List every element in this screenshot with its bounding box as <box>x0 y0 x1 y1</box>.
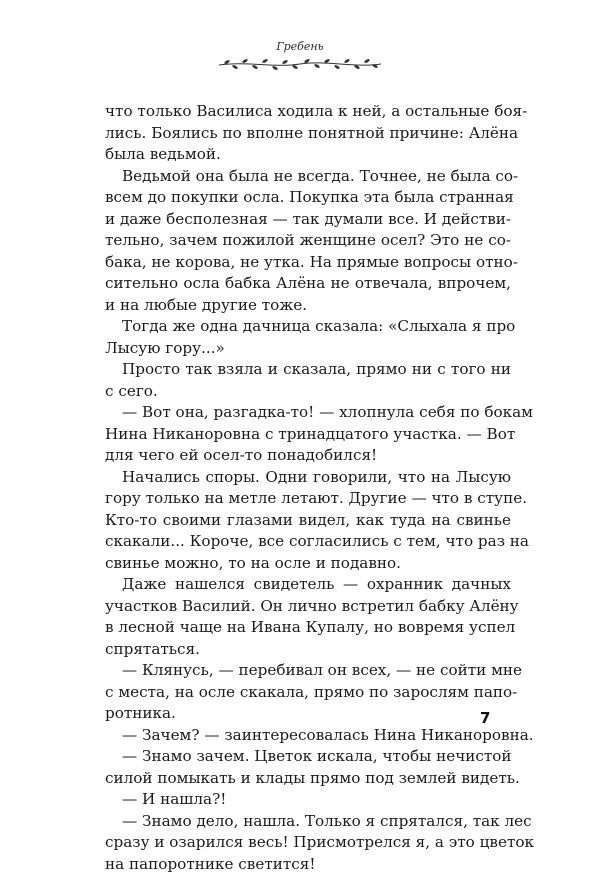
text-line: в лесной чаще на Ивана Купалу, но вовремя успел <box>105 617 511 639</box>
text-line: участков Василий. Он лично встретил бабку Алёну <box>105 596 511 618</box>
text-line: всем до покупки осла. Покупка эта была странная <box>105 187 511 209</box>
text-line: — И нашла?! <box>105 789 511 811</box>
text-line: — Зачем? — заинтересовалась Нина Никаноровна. <box>105 725 511 747</box>
text-line: — Вот она, разгадка-то! — хлопнула себя по бокам <box>105 402 511 424</box>
text-line: — Клянусь, — перебивал он всех, — не сойти мне <box>105 660 511 682</box>
body-text <box>105 101 511 875</box>
text-line: Тогда же одна дачница сказала: «Слыхала я про <box>105 316 511 338</box>
text-line: сительно осла бабка Алёна не отвечала, впрочем, <box>105 273 511 295</box>
text-line: лись. Боялись по вполне понятной причине: Алёна <box>105 123 511 145</box>
text-line: для чего ей осел-то понадобился! <box>105 445 511 467</box>
text-line: Просто так взяла и сказала, прямо ни с того ни <box>105 359 511 381</box>
text-line: силой помыкать и клады прямо под землей видеть. <box>105 768 511 790</box>
text-line: Ведьмой она была не всегда. Точнее, не была со- <box>105 166 511 188</box>
text-line: свинье можно, то на осле и подавно. <box>105 553 511 575</box>
vine-ornament-icon <box>215 56 385 72</box>
text-line: на папоротнике светится! <box>105 854 511 875</box>
text-line: — Знамо дело, нашла. Только я спрятался, так лес <box>105 811 511 833</box>
text-line: была ведьмой. <box>105 144 511 166</box>
running-head-title: Гребень <box>0 40 600 53</box>
text-line: — Знамо зачем. Цветок искала, чтобы нечистой <box>105 746 511 768</box>
text-line: и даже бесполезная — так думали все. И действи- <box>105 209 511 231</box>
text-line: тельно, зачем пожилой женщине осел? Это не со- <box>105 230 511 252</box>
text-line: гору только на метле летают. Другие — что в ступе. <box>105 488 511 510</box>
page-number: 7 <box>480 709 490 727</box>
text-line: сразу и озарился весь! Присмотрелся я, а это цветок <box>105 832 511 854</box>
text-line: с сего. <box>105 381 511 403</box>
text-line: бака, не корова, не утка. На прямые вопросы отно- <box>105 252 511 274</box>
text-line: что только Василиса ходила к ней, а остальные боя- <box>105 101 511 123</box>
text-line: спрятаться. <box>105 639 511 661</box>
text-line: Начались споры. Одни говорили, что на Лысую <box>105 467 511 489</box>
text-line: с места, на осле скакала, прямо по зарослям папо- <box>105 682 511 704</box>
text-line: ротника. <box>105 703 511 725</box>
text-line: Даже нашелся свидетель — охранник дачных <box>105 574 511 596</box>
text-line: скакали... Короче, все согласились с тем, что раз на <box>105 531 511 553</box>
text-line: Кто-то своими глазами видел, как туда на свинье <box>105 510 511 532</box>
text-line: Лысую гору...» <box>105 338 511 360</box>
text-line: и на любые другие тоже. <box>105 295 511 317</box>
text-line: Нина Никаноровна с тринадцатого участка. — Вот <box>105 424 511 446</box>
